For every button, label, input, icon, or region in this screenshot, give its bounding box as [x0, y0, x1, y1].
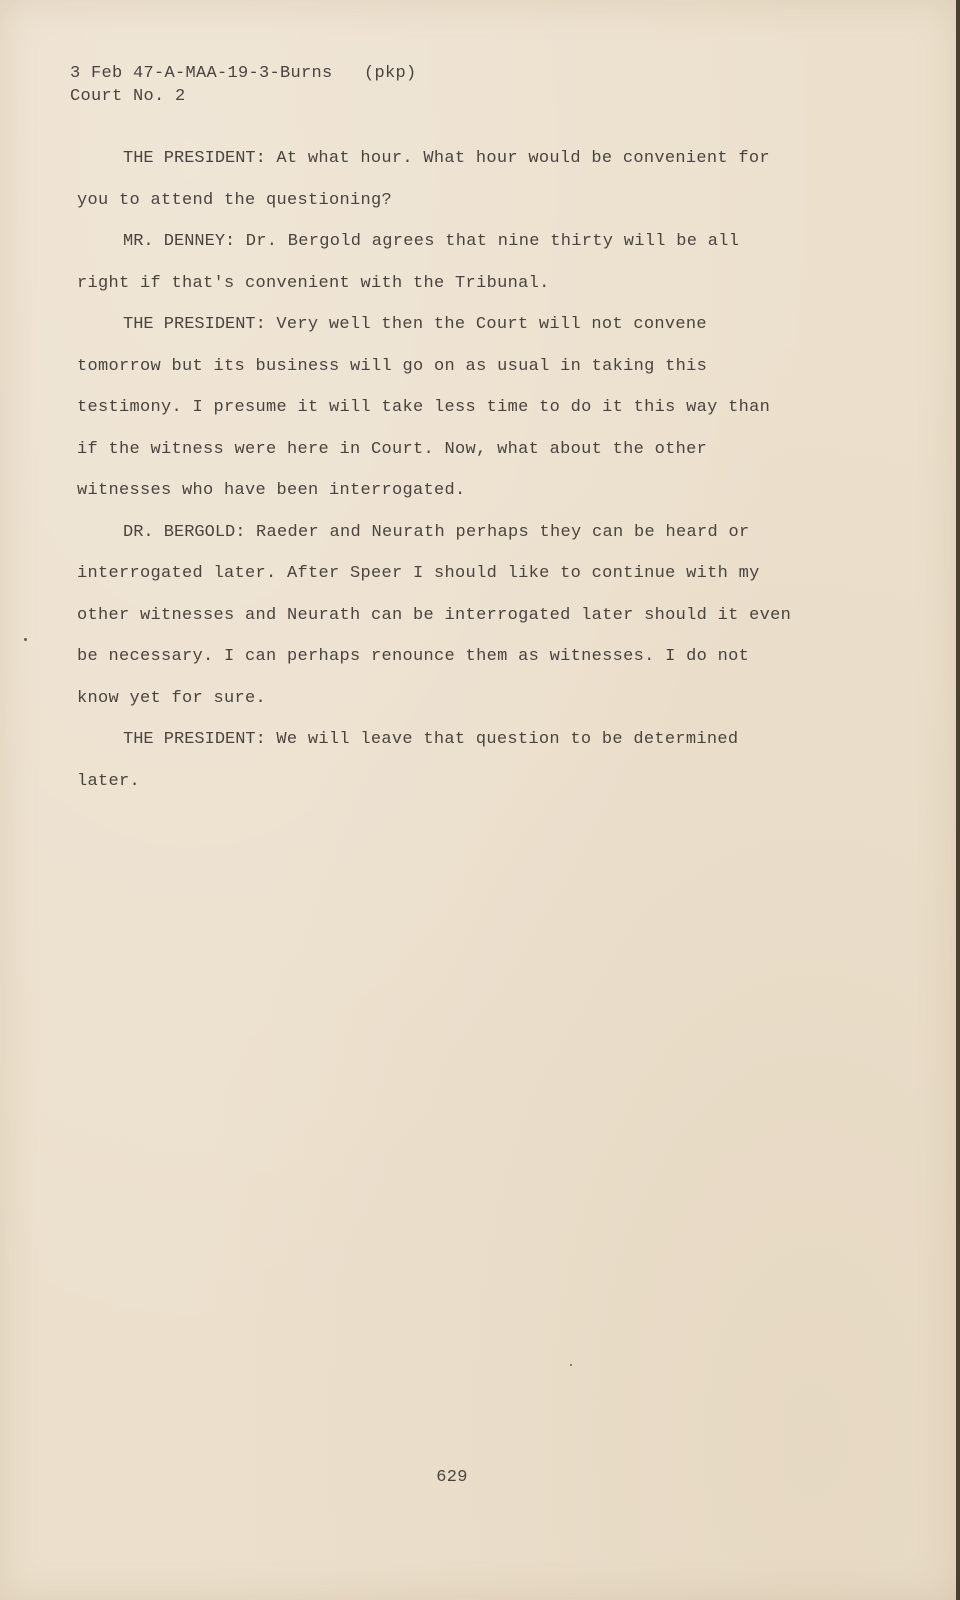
transcript-paragraph [77, 304, 797, 512]
paper-speck [570, 1364, 572, 1366]
speech-text: Raeder and Neurath perhaps they can be heard or interrogated later. After Speer I should like to continue with my other witnesses and Neurath can be interrogated later should it even be necessary. I can perhaps renounce them as witnesses. I do not know yet for sure. [77, 522, 792, 708]
header-reference: 3 Feb 47-A-MAA-19-3-Burns (pkp) [70, 64, 417, 83]
speech-text: We will leave that question to be determined later. [77, 730, 739, 791]
transcript-paragraph [77, 719, 797, 802]
speaker-label: DR. BERGOLD: [123, 522, 246, 542]
page-number: 629 [436, 1468, 468, 1487]
speaker-label: THE PRESIDENT: [123, 315, 266, 334]
speaker-label: MR. DENNEY: [123, 232, 236, 251]
paper-speck [24, 638, 27, 641]
speech-text: Very well then the Court will not convene tomorrow but its business will go on as usual in taking this testimony. I presume it will take less time to do it this way than if the witness were here in Court. Now, what about the other witnesses who have been interrogated. [77, 315, 771, 500]
document-header [70, 62, 417, 108]
page-edge-shadow [956, 0, 960, 1600]
speaker-label: THE PRESIDENT: [123, 730, 266, 749]
speech-text: At what hour. What hour would be convenient for you to attend the questioning? [77, 149, 770, 210]
speech-text: Dr. Bergold agrees that nine thirty will be all right if that's convenient with the Tribunal. [77, 232, 740, 293]
transcript-paragraph [77, 138, 797, 221]
transcript-body [77, 138, 797, 802]
transcript-paragraph [77, 512, 797, 720]
speaker-label: THE PRESIDENT: [123, 149, 266, 168]
transcript-paragraph [77, 221, 797, 304]
header-court: Court No. 2 [70, 87, 186, 106]
